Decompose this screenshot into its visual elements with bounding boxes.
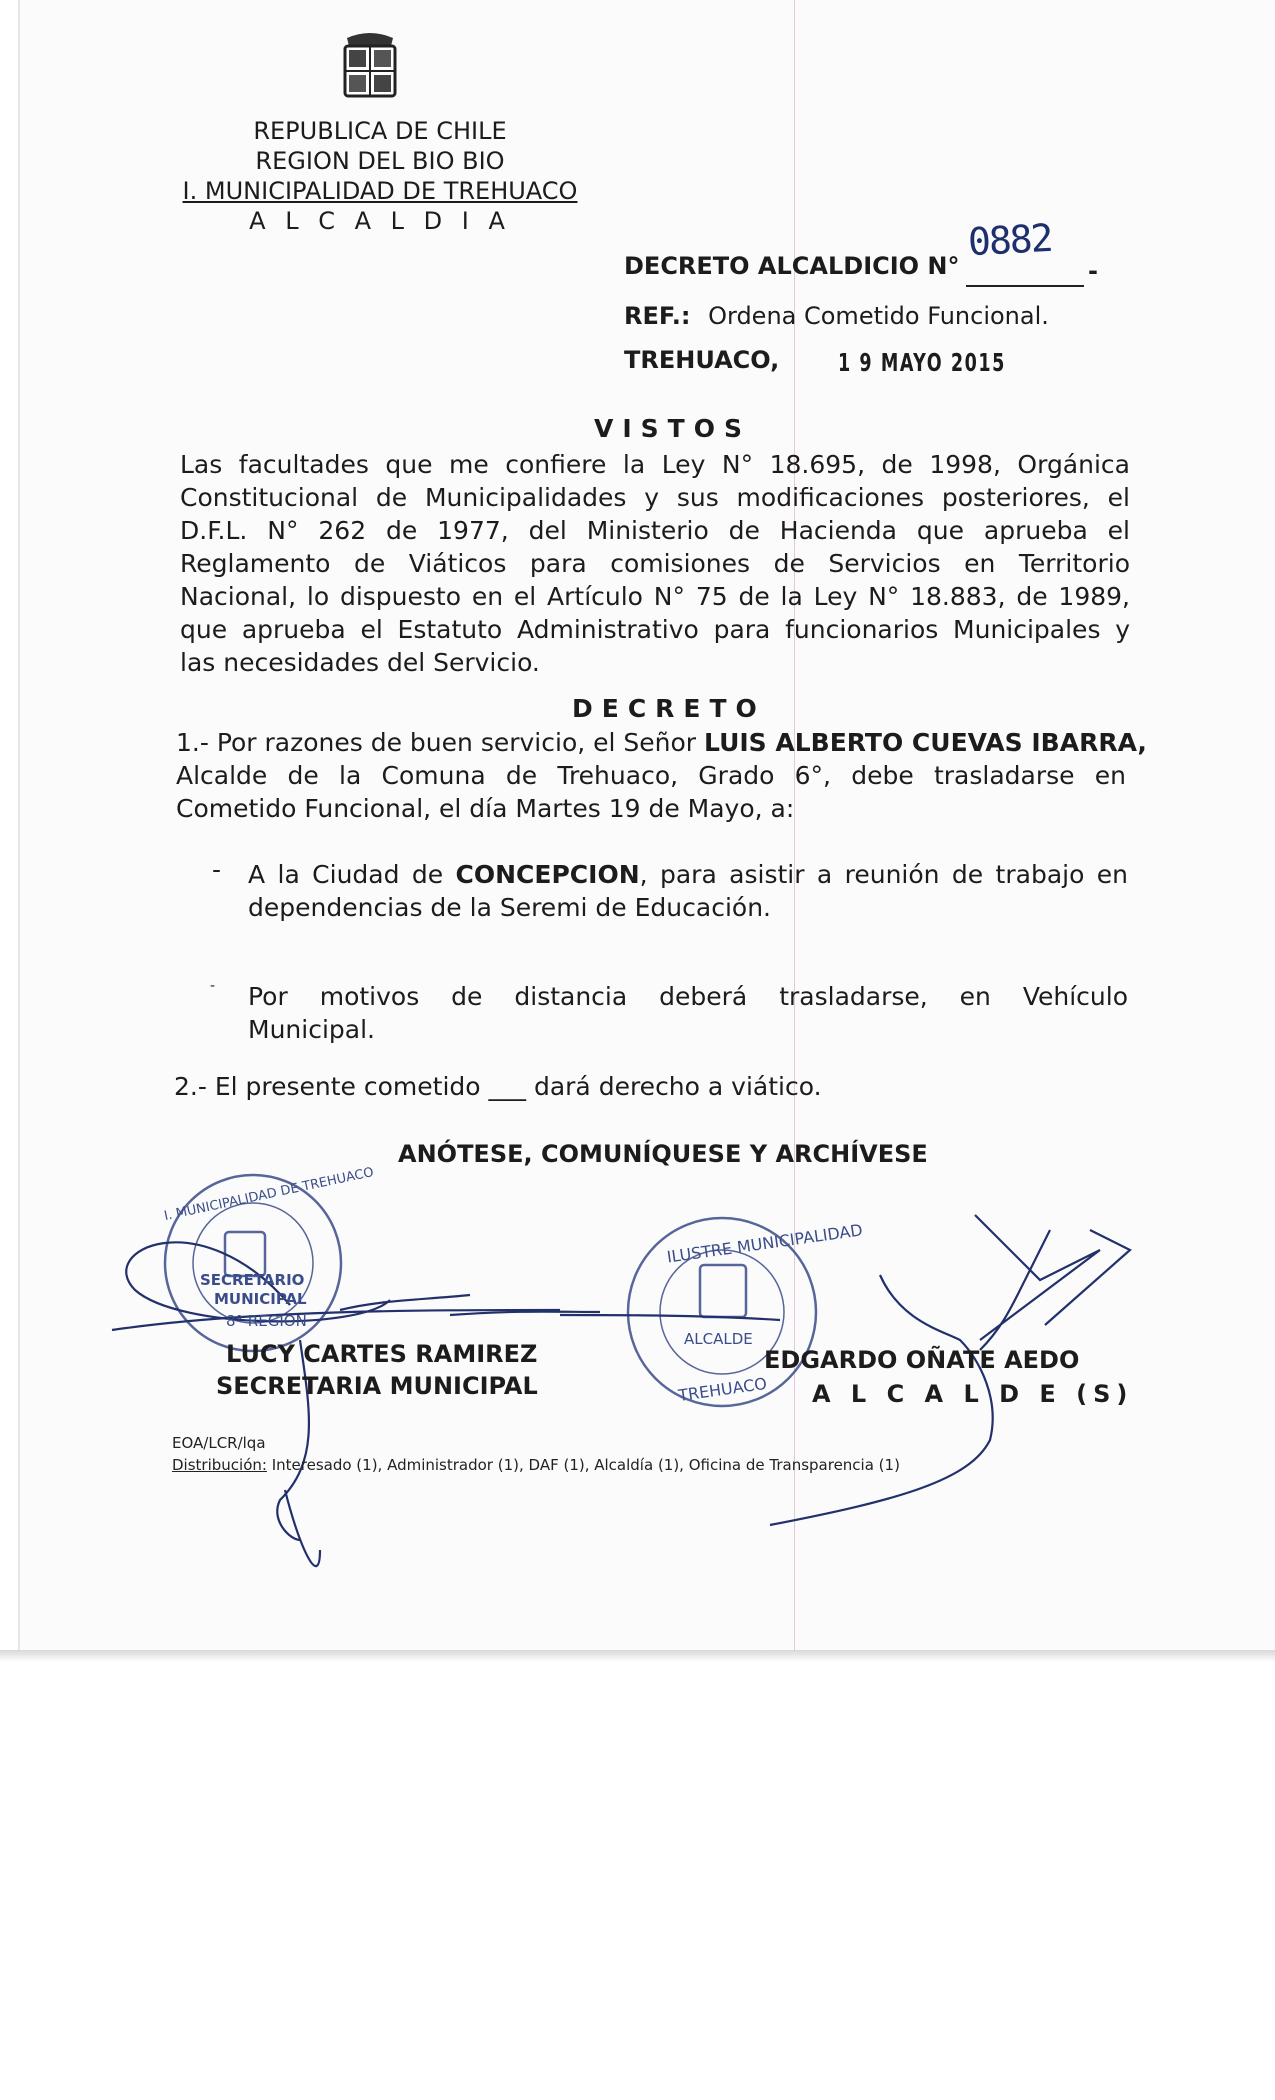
bullet1-dash: - bbox=[212, 855, 222, 884]
header-region: REGION DEL BIO BIO bbox=[255, 147, 505, 175]
right-stamp-inner: ALCALDE bbox=[684, 1330, 753, 1348]
item1-line1 bbox=[176, 726, 1147, 759]
scanned-page bbox=[18, 0, 1275, 1660]
distribution-text: Interesado (1), Administrador (1), DAF (1), Alcaldía (1), Oficina de Transparencia (1) bbox=[271, 1456, 900, 1474]
item1-prefix: 1.- Por razones de buen servicio, el Señor bbox=[176, 728, 697, 757]
vistos-line: las necesidades del Servicio. bbox=[180, 648, 540, 677]
item2-pre: 2.- El presente cometido bbox=[174, 1072, 481, 1101]
right-stamp-ring: ILUSTRE MUNICIPALIDAD bbox=[665, 1220, 864, 1267]
ref-label: REF.: bbox=[624, 302, 691, 330]
decreto-item-2 bbox=[174, 1072, 822, 1101]
bullet1-line2: dependencias de la Seremi de Educación. bbox=[248, 893, 771, 922]
bullet1-text bbox=[248, 858, 1128, 924]
secretary-name: LUCY CARTES RAMIREZ bbox=[226, 1340, 538, 1368]
vistos-line: Nacional, lo dispuesto en el Artículo N° 75 de la Ley N° 18.883, de 1989, bbox=[180, 582, 1130, 611]
bullet2-text bbox=[248, 980, 1128, 1046]
page-fold-line bbox=[794, 0, 795, 1650]
left-stamp-ring: I. MUNICIPALIDAD DE TREHUACO bbox=[162, 1164, 376, 1225]
right-stamp-bottom: TREHUACO bbox=[677, 1373, 769, 1406]
vistos-paragraph bbox=[180, 448, 1130, 679]
decree-number-suffix: - bbox=[1088, 257, 1098, 285]
section-vistos-title: VISTOS bbox=[594, 414, 751, 443]
distribution-label: Distribución: bbox=[172, 1456, 267, 1474]
decree-ref bbox=[624, 302, 1049, 330]
left-stamp-inner-2: MUNICIPAL bbox=[214, 1290, 307, 1308]
header-office: A L C A L D I A bbox=[249, 207, 511, 235]
date-stamp: 1 9 MAYO 2015 bbox=[838, 348, 1006, 377]
vistos-line: Reglamento de Viáticos para comisiones de Servicios en Territorio bbox=[180, 549, 1130, 578]
scan-edge-shadow bbox=[0, 1650, 1275, 1662]
vistos-line: que aprueba el Estatuto Administrativo para funcionarios Municipales y bbox=[180, 615, 1130, 644]
official-name: LUIS ALBERTO CUEVAS IBARRA, bbox=[704, 728, 1147, 757]
header-municipality: I. MUNICIPALIDAD DE TREHUACO bbox=[182, 177, 578, 205]
distribution bbox=[172, 1456, 900, 1474]
decree-number-handwritten: 0882 bbox=[966, 215, 1053, 265]
item1-line3: Cometido Funcional, el día Martes 19 de Mayo, a: bbox=[176, 794, 795, 823]
vistos-line: Las facultades que me confiere la Ley N° 18.695, de 1998, Orgánica bbox=[180, 450, 1130, 479]
item1-line2: Alcalde de la Comuna de Trehuaco, Grado 6°, debe trasladarse en bbox=[176, 761, 1126, 790]
section-decreto-title: DECRETO bbox=[572, 694, 766, 723]
bullet1-pre: A la Ciudad de bbox=[248, 860, 444, 889]
decree-number-underline bbox=[966, 285, 1084, 287]
decree-place: TREHUACO, bbox=[624, 346, 780, 374]
vistos-line: Constitucional de Municipalidades y sus modificaciones posteriores, el bbox=[180, 483, 1130, 512]
left-stamp-inner-1: SECRETARIO bbox=[200, 1271, 305, 1289]
bullet1-post: , para asistir a reunión de trabajo en bbox=[639, 860, 1129, 889]
header-country: REPUBLICA DE CHILE bbox=[253, 117, 507, 145]
item2-blank: ___ bbox=[488, 1072, 527, 1101]
decree-title: DECRETO ALCALDICIO N° bbox=[624, 252, 960, 280]
mayor-role: A L C A L D E (S) bbox=[812, 1380, 1134, 1408]
closing-formula: ANÓTESE, COMUNÍQUESE Y ARCHÍVESE bbox=[398, 1140, 928, 1168]
decreto-item-1 bbox=[176, 726, 1147, 825]
bullet1-city: CONCEPCION bbox=[455, 860, 640, 889]
item2-post: dará derecho a viático. bbox=[533, 1072, 822, 1101]
bullet2-line2: Municipal. bbox=[248, 1015, 375, 1044]
coat-of-arms-icon bbox=[335, 30, 405, 102]
bullet1-line1 bbox=[248, 858, 1128, 891]
secretary-role: SECRETARIA MUNICIPAL bbox=[216, 1372, 538, 1400]
bullet2-line1: Por motivos de distancia deberá trasladarse, en Vehículo bbox=[248, 982, 1128, 1011]
mayor-name: EDGARDO OÑATE AEDO bbox=[764, 1346, 1080, 1374]
vistos-line: D.F.L. N° 262 de 1977, del Ministerio de Hacienda que aprueba el bbox=[180, 516, 1130, 545]
bullet2-dash: - bbox=[210, 978, 216, 994]
left-stamp-bottom: 8° REGION bbox=[226, 1312, 307, 1330]
initials: EOA/LCR/lqa bbox=[172, 1434, 266, 1452]
ref-text: Ordena Cometido Funcional. bbox=[708, 302, 1049, 330]
